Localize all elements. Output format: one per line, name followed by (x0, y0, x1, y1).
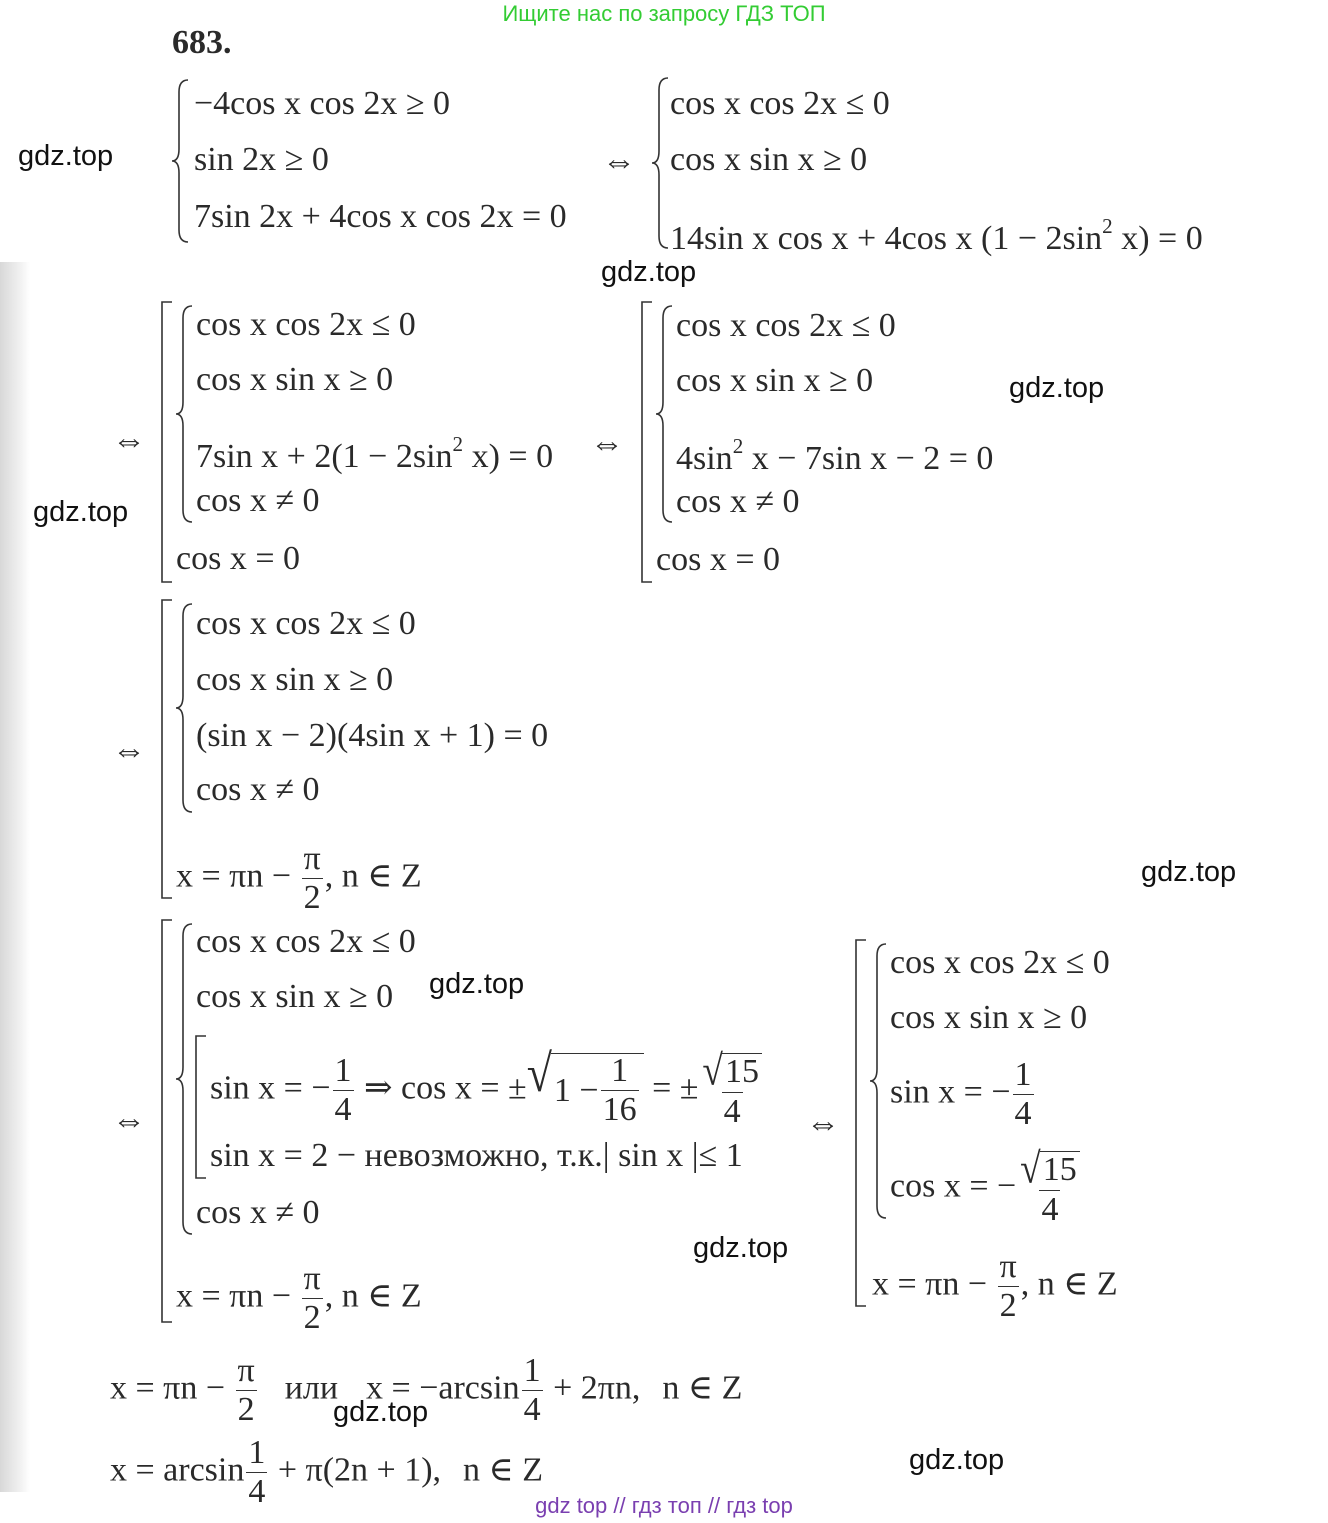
fraction: √ 15 4 (700, 1052, 764, 1129)
answer-line: x = πn − $\frac{\pi}{2}$ или x = −arcsin $\frac{1}{4}$ + 2πn, n ∈ Z (110, 1352, 743, 1428)
watermark: gdz.top (1009, 372, 1105, 404)
equivalence-arrow: ⇔ (602, 143, 636, 180)
fraction: √ 15 4 (1018, 1150, 1082, 1227)
equation-line: (sin x − 2)(4sin x + 1) = 0 (196, 717, 549, 754)
system-brace (176, 604, 196, 812)
watermark: gdz.top (909, 1444, 1005, 1476)
system-brace (870, 944, 890, 1218)
equivalence-arrow: ⇔ (112, 1102, 146, 1139)
system-brace (176, 924, 196, 1234)
fraction: $\frac{1}{16}$ (602, 1052, 637, 1129)
watermark: gdz.top (693, 1232, 789, 1264)
scan-shadow (0, 262, 30, 1492)
equation-line: cos x ≠ 0 (676, 483, 800, 520)
equation-line: cos x cos 2x ≤ 0 (196, 306, 416, 343)
equation-line: 7sin $x + 2(1 - 2\sin^2$ x) = 0 (196, 432, 554, 475)
equation-line: x = πn − $\frac{\pi}{2}$ , n ∈ Z (872, 1248, 1118, 1324)
equation-line: cos x sin x ≥ 0 (676, 362, 874, 399)
watermark: gdz.top (429, 968, 525, 1000)
system-brace (172, 80, 192, 242)
equation-line: cos x ≠ 0 (196, 482, 320, 519)
fraction: $\frac{\pi}{2}$ (303, 1260, 321, 1336)
equivalence-arrow: ⇔ (112, 422, 146, 459)
set-bracket (160, 302, 174, 582)
equivalence-arrow: ⇔ (112, 732, 146, 769)
set-bracket (194, 1036, 208, 1178)
fraction: $\frac{1}{4}$ (334, 1051, 352, 1128)
equation-line: cos x ≠ 0 (196, 1194, 320, 1231)
equation-line: cos x cos 2x ≤ 0 (890, 944, 1110, 981)
equation-line: sin x = 2 − невозможно, т.к.| sin x |≤ 1 (210, 1137, 743, 1174)
system-brace (656, 306, 676, 522)
equation-line: cos x cos 2x ≤ 0 (676, 307, 896, 344)
equation-line: −4cos x cos 2x ≥ 0 (194, 85, 450, 122)
system-brace (652, 78, 672, 248)
equation-line: x = πn − $\frac{\pi}{2}$ , n ∈ Z (176, 840, 422, 916)
equation-line: sin x = − $\frac{1}{4}$ (890, 1056, 1032, 1132)
equation-line: sin 2x ≥ 0 (194, 141, 329, 178)
answer-line: x = arcsin $\frac{1}{4}$ + π(2n + 1), n ∈ Z (110, 1434, 543, 1510)
square-root: √ 1 − $\frac{1}{16}$ (527, 1053, 644, 1127)
equation-line: sin x = − $\frac{1}{4}$ ⇒ cos x = ± √ 1 − $\frac{1}{16}$ = ± √ 15 4 (210, 1052, 766, 1129)
square-root: √ 15 (702, 1053, 762, 1090)
equation-line: cos x cos 2x ≤ 0 (196, 923, 416, 960)
equation-line: cos x ≠ 0 (196, 771, 320, 808)
fraction: $\frac{1}{4}$ (523, 1352, 541, 1428)
fraction: $\frac{1}{4}$ (1014, 1056, 1032, 1132)
equation-line: cos x = − √ 15 4 (890, 1150, 1084, 1227)
equation-line: 14sin x cos x + 4cos x ($1 - 2\sin^2$ x) = 0 (670, 214, 1203, 257)
watermark: gdz.top (18, 140, 114, 172)
set-bracket (160, 600, 174, 898)
set-bracket (640, 302, 654, 582)
watermark: gdz.top (1141, 856, 1237, 888)
problem-number: 683. (172, 24, 232, 61)
square-root: √ 15 (1020, 1151, 1080, 1188)
equation-line: cos x sin x ≥ 0 (670, 141, 868, 178)
equation-line: cos x sin x ≥ 0 (196, 661, 394, 698)
watermark: gdz.top (601, 256, 697, 288)
fraction: $\frac{\pi}{2}$ (303, 840, 321, 916)
equation-line: cos x sin x ≥ 0 (890, 999, 1088, 1036)
equation-line: cos x sin x ≥ 0 (196, 361, 394, 398)
top-banner: Ищите нас по запросу ГДЗ ТОП (502, 1, 826, 26)
fraction: $\frac{\pi}{2}$ (999, 1248, 1017, 1324)
equation-line: 7sin 2x + 4cos x cos 2x = 0 (194, 198, 567, 235)
equation-line: cos x = 0 (176, 540, 300, 577)
system-brace (176, 306, 196, 522)
equivalence-arrow: ⇔ (590, 425, 624, 462)
set-bracket (854, 940, 868, 1306)
equation-line: cos x sin x ≥ 0 (196, 978, 394, 1015)
bottom-banner: gdz top // гдз топ // гдз top (535, 1493, 793, 1518)
equation-line: cos x cos 2x ≤ 0 (670, 85, 890, 122)
equation-line: cos x cos 2x ≤ 0 (196, 605, 416, 642)
equation-line: x = πn − $\frac{\pi}{2}$ , n ∈ Z (176, 1260, 422, 1336)
watermark: gdz.top (333, 1396, 429, 1428)
fraction: $\frac{\pi}{2}$ (237, 1352, 255, 1428)
set-bracket (160, 920, 174, 1322)
fraction: $\frac{1}{4}$ (248, 1434, 266, 1510)
equation-line: cos x = 0 (656, 541, 780, 578)
equation-line: $4\sin^2$ x − 7sin x − 2 = 0 (676, 434, 994, 477)
watermark: gdz.top (33, 496, 129, 528)
equivalence-arrow: ⇔ (806, 1105, 840, 1142)
